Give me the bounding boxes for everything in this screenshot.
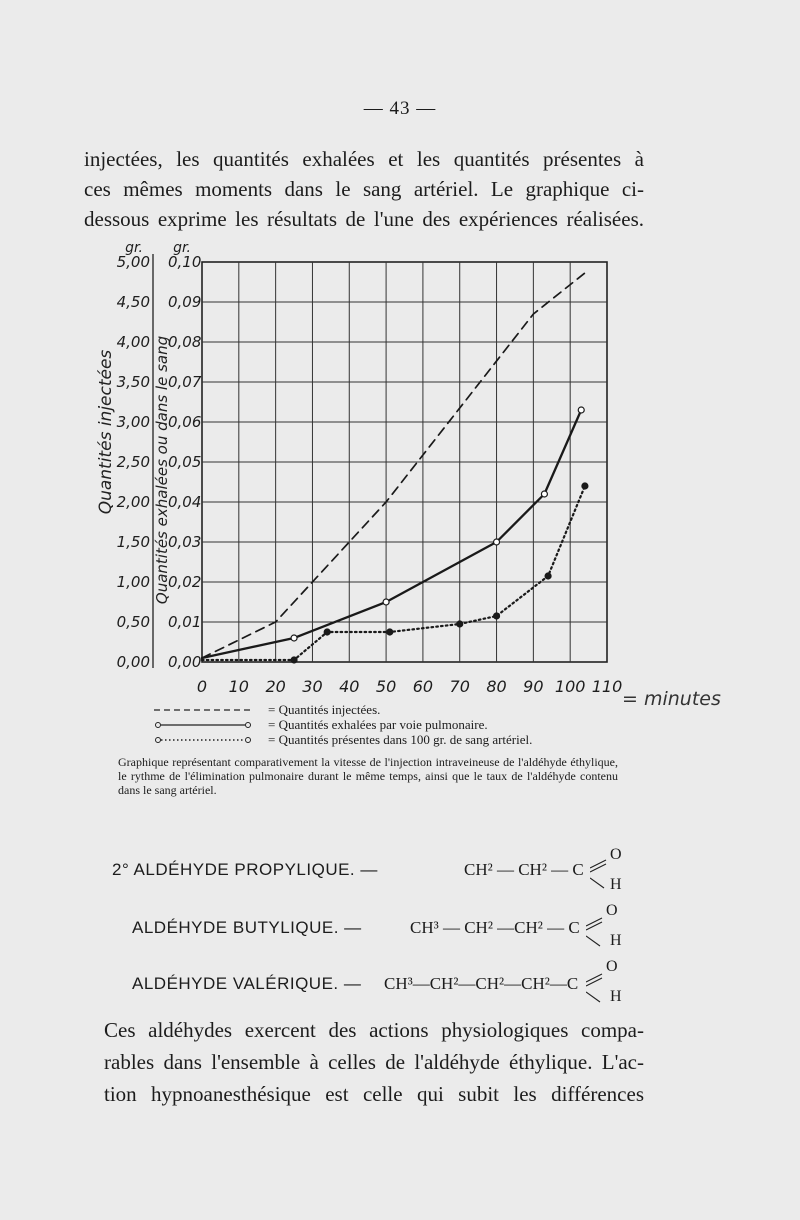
page-number: — 43 —: [363, 98, 437, 119]
x-tick-label: 90: [523, 677, 544, 696]
data-point-solid: [494, 539, 500, 545]
data-point-dotted: [457, 621, 463, 627]
data-point-solid: [578, 407, 584, 413]
right-tick-label: 0,10: [168, 253, 202, 271]
data-point-dotted: [545, 573, 551, 579]
chart-caption: Graphique représentant comparativement la vitesse de l'injection intraveineuse de l'aldéhyde éthylique, le rythme de l'élimination pulmonaire durant le même temps, ainsi que le taux de l'aldéhyde contenu dans le sang artériel.: [118, 755, 618, 797]
intro-line: dessous exprime les résultats de l'une des expériences réalisées.: [84, 207, 644, 231]
aldehyde-hydrogen: H: [610, 932, 622, 949]
data-point-dotted: [324, 629, 330, 635]
aldehyde-name: 2° ALDÉHYDE PROPYLIQUE. —: [112, 860, 378, 879]
aldehyde-row: [0, 958, 800, 1006]
x-tick-label: 30: [302, 677, 323, 696]
left-tick-label: 4,00: [116, 333, 150, 351]
legend-item-injected: [152, 702, 532, 717]
aldehyde-row: [0, 848, 800, 892]
data-point-dotted: [582, 483, 588, 489]
right-tick-label: 0,02: [168, 573, 202, 591]
legend-dashed-symbol: [152, 705, 262, 715]
data-point-dotted: [494, 613, 500, 619]
left-tick-label: 0,50: [116, 613, 150, 631]
legend-item-exhaled: [152, 717, 532, 732]
right-tick-label: 0,06: [168, 413, 202, 431]
left-tick-label: 5,00: [116, 253, 150, 271]
x-tick-label: 80: [486, 677, 507, 696]
right-tick-label: 0,00: [168, 653, 202, 671]
x-tick-label: 110: [591, 677, 623, 696]
legend-item-blood: [152, 732, 532, 747]
left-unit-label: gr.: [125, 240, 143, 256]
right-tick-label: 0,05: [168, 453, 202, 471]
x-tick-label: 0: [196, 677, 208, 696]
body-line: Ces aldéhydes exercent des actions physiologiques compa-: [104, 1018, 644, 1042]
data-point-dotted: [387, 629, 393, 635]
legend-dotted-symbol: [152, 735, 262, 745]
left-tick-label: 0,00: [116, 653, 150, 671]
legend-solid-symbol: [152, 720, 262, 730]
aldehyde-formula: CH³—CH²—CH²—CH²—C: [384, 974, 579, 993]
aldehyde-formula: CH³ — CH² —CH² — C: [410, 918, 580, 937]
body-line: tion hypnoanesthésique est celle qui subit les différences: [104, 1082, 644, 1106]
aldehyde-oxygen: O: [606, 902, 618, 919]
left-tick-label: 4,50: [116, 293, 150, 311]
right-unit-label: gr.: [173, 240, 191, 256]
data-point-solid: [541, 491, 547, 497]
x-tick-label: 20: [265, 677, 286, 696]
data-point-solid: [383, 599, 389, 605]
series-line-solid: [202, 410, 581, 658]
right-tick-label: 0,04: [168, 493, 202, 511]
aldehyde-row: [0, 902, 800, 950]
chart-legend: [152, 702, 532, 747]
left-tick-label: 1,50: [116, 533, 150, 551]
x-tick-label: 40: [339, 677, 360, 696]
right-tick-label: 0,08: [168, 333, 202, 351]
right-axis-title: Quantités exhalées ou dans le sang: [153, 335, 171, 605]
right-tick-label: 0,03: [168, 533, 202, 551]
x-tick-label: 60: [412, 677, 434, 696]
aldehyde-oxygen: O: [610, 846, 622, 863]
left-tick-label: 1,00: [116, 573, 150, 591]
data-point-dotted: [291, 657, 297, 663]
x-axis-label: = minutes: [622, 688, 721, 710]
left-tick-label: 2,50: [116, 453, 150, 471]
legend-label: = Quantités présentes dans 100 gr. de sang artériel.: [268, 731, 533, 747]
aldehyde-hydrogen: H: [610, 876, 622, 893]
aldehyde-name: ALDÉHYDE BUTYLIQUE. —: [132, 918, 362, 937]
left-axis-title: Quantités injectées: [96, 349, 116, 515]
x-tick-label: 100: [554, 677, 586, 696]
x-tick-label: 70: [449, 677, 470, 696]
aldehyde-name: ALDÉHYDE VALÉRIQUE. —: [132, 974, 362, 993]
right-tick-label: 0,07: [168, 373, 202, 391]
x-tick-label: 10: [228, 677, 249, 696]
series-line-dashed: [202, 270, 589, 658]
right-tick-label: 0,01: [168, 613, 202, 631]
left-tick-label: 2,00: [116, 493, 150, 511]
x-tick-label: 50: [375, 677, 397, 696]
left-tick-label: 3,50: [116, 373, 150, 391]
aldehyde-formula: CH² — CH² — C: [464, 860, 584, 879]
right-tick-label: 0,09: [168, 293, 202, 311]
intro-line: injectées, les quantités exhalées et les quantités présentes à: [84, 147, 644, 171]
legend-label: = Quantités exhalées par voie pulmonaire.: [268, 716, 488, 732]
aldehyde-hydrogen: H: [610, 988, 622, 1005]
left-tick-label: 3,00: [116, 413, 150, 431]
aldehyde-oxygen: O: [606, 958, 618, 975]
body-line: rables dans l'ensemble à celles de l'aldéhyde éthylique. L'ac-: [104, 1050, 644, 1074]
data-point-solid: [291, 635, 297, 641]
body-paragraph: [104, 1014, 644, 1110]
intro-line: ces mêmes moments dans le sang artériel. Le graphique ci-: [84, 177, 644, 201]
legend-label: = Quantités injectées.: [268, 701, 381, 717]
